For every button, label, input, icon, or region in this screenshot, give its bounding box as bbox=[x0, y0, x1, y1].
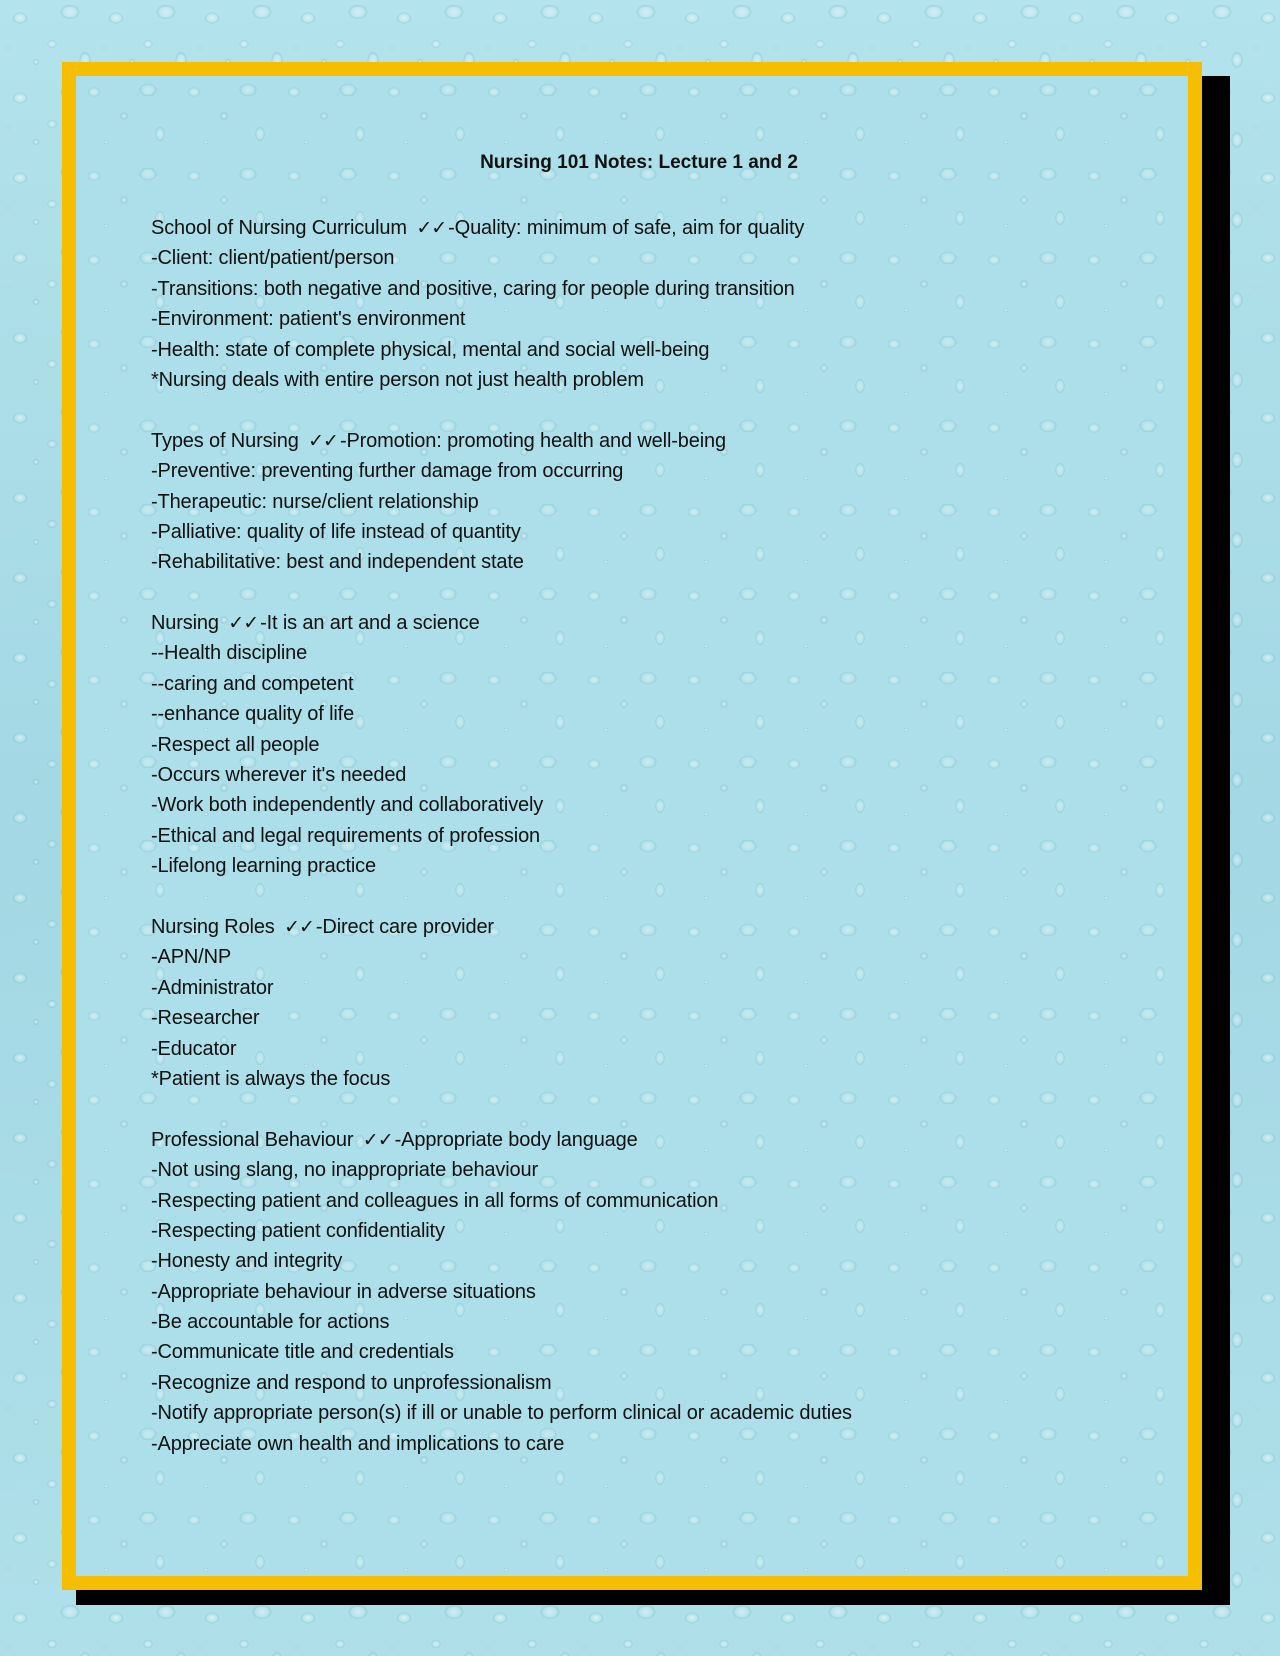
list-item: -Environment: patient's environment bbox=[151, 308, 466, 331]
section-heading-line bbox=[151, 213, 1151, 243]
list-item: --Health discipline bbox=[151, 642, 308, 665]
list-item: -Respecting patient and colleagues in all forms of communication bbox=[151, 1189, 719, 1212]
double-check-icon: ✓✓ bbox=[228, 612, 259, 635]
section-heading-line bbox=[151, 912, 1151, 942]
list-item: -APN/NP bbox=[151, 946, 232, 969]
list-item: -Notify appropriate person(s) if ill or unable to perform clinical or academic duties bbox=[151, 1402, 852, 1425]
double-check-icon: ✓✓ bbox=[308, 429, 338, 452]
list-item: *Patient is always the focus bbox=[151, 1067, 391, 1090]
section-types-of-nursing bbox=[151, 426, 1151, 578]
list-item: -Quality: minimum of safe, aim for quality bbox=[448, 217, 805, 239]
list-item: -It is an art and a science bbox=[260, 612, 480, 635]
list-item: -Health: state of complete physical, mental and social well-being bbox=[151, 338, 710, 361]
section-nursing-roles bbox=[151, 912, 1151, 1094]
double-check-icon: ✓✓ bbox=[362, 1128, 393, 1151]
section-heading: Types of Nursing bbox=[151, 429, 299, 452]
section-heading: Professional Behaviour bbox=[151, 1128, 354, 1151]
list-item: --caring and competent bbox=[151, 672, 354, 695]
section-heading: Nursing bbox=[151, 612, 219, 635]
list-item: -Not using slang, no inappropriate behaviour bbox=[151, 1159, 538, 1182]
section-heading: School of Nursing Curriculum bbox=[151, 217, 407, 239]
list-item: -Transitions: both negative and positive, caring for people during transition bbox=[151, 277, 795, 300]
double-check-icon: ✓✓ bbox=[284, 915, 314, 938]
list-item: -Administrator bbox=[151, 976, 274, 999]
section-nursing bbox=[151, 608, 1151, 882]
list-item: -Lifelong learning practice bbox=[151, 855, 376, 878]
list-item: -Respecting patient confidentiality bbox=[151, 1219, 445, 1242]
list-item: -Work both independently and collaboratively bbox=[151, 794, 544, 817]
double-check-icon: ✓✓ bbox=[416, 217, 447, 239]
list-item: -Promotion: promoting health and well-being bbox=[339, 429, 726, 452]
list-item: -Recognize and respond to unprofessionalism bbox=[151, 1371, 552, 1394]
notes-content bbox=[151, 213, 1151, 1489]
list-item: -Be accountable for actions bbox=[151, 1311, 390, 1334]
list-item: -Occurs wherever it's needed bbox=[151, 764, 407, 787]
section-curriculum bbox=[151, 213, 1151, 395]
list-item: -Honesty and integrity bbox=[151, 1250, 343, 1273]
list-item: -Preventive: preventing further damage from occurring bbox=[151, 460, 624, 483]
page-title-text: Nursing 101 Notes: Lecture 1 and 2 bbox=[480, 152, 798, 173]
list-item: -Therapeutic: nurse/client relationship bbox=[151, 490, 479, 513]
list-item: -Appreciate own health and implications to care bbox=[151, 1432, 565, 1455]
list-item: -Respect all people bbox=[151, 733, 320, 756]
list-item: -Rehabilitative: best and independent state bbox=[151, 551, 524, 574]
list-item: -Communicate title and credentials bbox=[151, 1341, 454, 1364]
list-item: *Nursing deals with entire person not just health problem bbox=[151, 368, 644, 391]
list-item: -Client: client/patient/person bbox=[151, 247, 395, 270]
list-item: -Researcher bbox=[151, 1007, 260, 1030]
section-heading-line bbox=[151, 608, 1151, 638]
page-title bbox=[0, 152, 1280, 174]
section-heading-line bbox=[151, 426, 1151, 456]
section-heading-line bbox=[151, 1125, 1151, 1155]
list-item: -Ethical and legal requirements of profession bbox=[151, 824, 541, 847]
list-item: -Educator bbox=[151, 1037, 237, 1060]
list-item: -Appropriate behaviour in adverse situations bbox=[151, 1280, 536, 1303]
section-heading: Nursing Roles bbox=[151, 915, 275, 938]
list-item: -Appropriate body language bbox=[394, 1128, 638, 1151]
list-item: --enhance quality of life bbox=[151, 703, 355, 726]
section-professional-behaviour bbox=[151, 1125, 1151, 1459]
list-item: -Direct care provider bbox=[315, 915, 494, 938]
list-item: -Palliative: quality of life instead of quantity bbox=[151, 520, 521, 543]
